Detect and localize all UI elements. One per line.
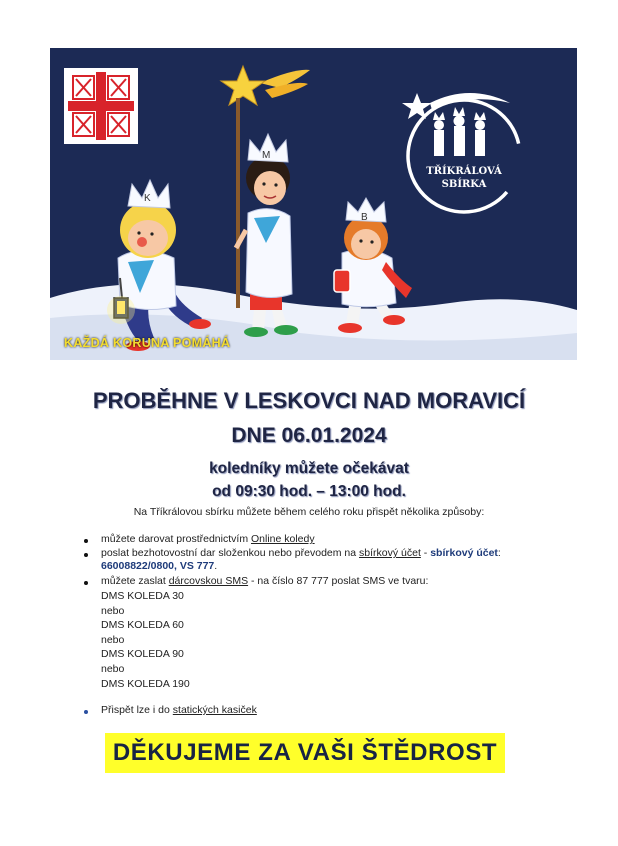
sms-or: nebo [101,604,125,617]
headline-time: od 09:30 hod. – 13:00 hod. [212,483,406,500]
online-text: můžete darovat prostřednictvím [101,533,251,545]
list-item-kasicky [101,704,257,717]
slogan: KAŽDÁ KORUNA POMÁHÁ [64,336,231,350]
intro-text: Na Tříkrálovou sbírku můžete během celého roku přispět několika způsoby: [133,506,485,518]
sms-option: DMS KOLEDA 190 [101,677,190,690]
bullet-dot [84,539,88,543]
caritas-logo-icon [64,68,138,144]
sms-option: DMS KOLEDA 90 [101,648,184,661]
headline-expect: koledníky můžete očekávat [209,460,409,477]
sms-option: DMS KOLEDA 60 [101,619,184,632]
bullet-dot [84,710,88,714]
account-label: sbírkový účet [430,547,498,559]
crown-letter-k: K [144,193,151,204]
list-item-sms [101,575,428,588]
bullet-dot [84,553,88,557]
sms-text-tail: - na číslo 87 777 poslat SMS ve tvaru: [248,575,429,587]
list-item-account [101,547,531,573]
thanks-banner: DĚKUJEME ZA VAŠI ŠTĚDROST [105,733,505,773]
banner-illustration [50,48,577,360]
staticke-kasicky-link[interactable]: statických kasiček [172,704,257,716]
headline-location: PROBĚHNE V LESKOVCI NAD MORAVICÍ [92,388,526,413]
headline-date: DNE 06.01.2024 [231,424,387,447]
darcovska-sms-link[interactable]: dárcovskou SMS [168,575,249,587]
sms-text: můžete zaslat [101,575,169,587]
sms-option: DMS KOLEDA 30 [101,590,184,602]
header-banner [50,48,577,360]
online-koleda-link[interactable]: Online koledy [250,533,315,545]
account-separator: - [420,547,431,559]
kasicky-text: Přispět lze i do [101,704,173,716]
account-number: 66008822/0800, VS 777 [101,560,215,572]
crown-letter-b: B [361,212,368,223]
bullet-dot [84,581,88,585]
sms-or: nebo [101,633,125,646]
sbirkovy-ucet-link[interactable]: sbírkový účet [359,547,421,559]
account-end: . [214,560,218,572]
trikralova-sbirka-logo-icon [385,77,543,235]
account-colon: : [497,547,501,559]
sms-or: nebo [101,662,125,675]
logo-text-trikralova: TŘÍKRÁLOVÁ [426,166,502,177]
list-item-online [101,533,315,546]
sms-options [101,589,190,691]
account-text: poslat bezhotovostní dar složenkou nebo převodem na [101,547,360,559]
logo-text-sbirka: SBÍRKA [441,179,487,190]
crown-letter-m: M [262,150,271,161]
